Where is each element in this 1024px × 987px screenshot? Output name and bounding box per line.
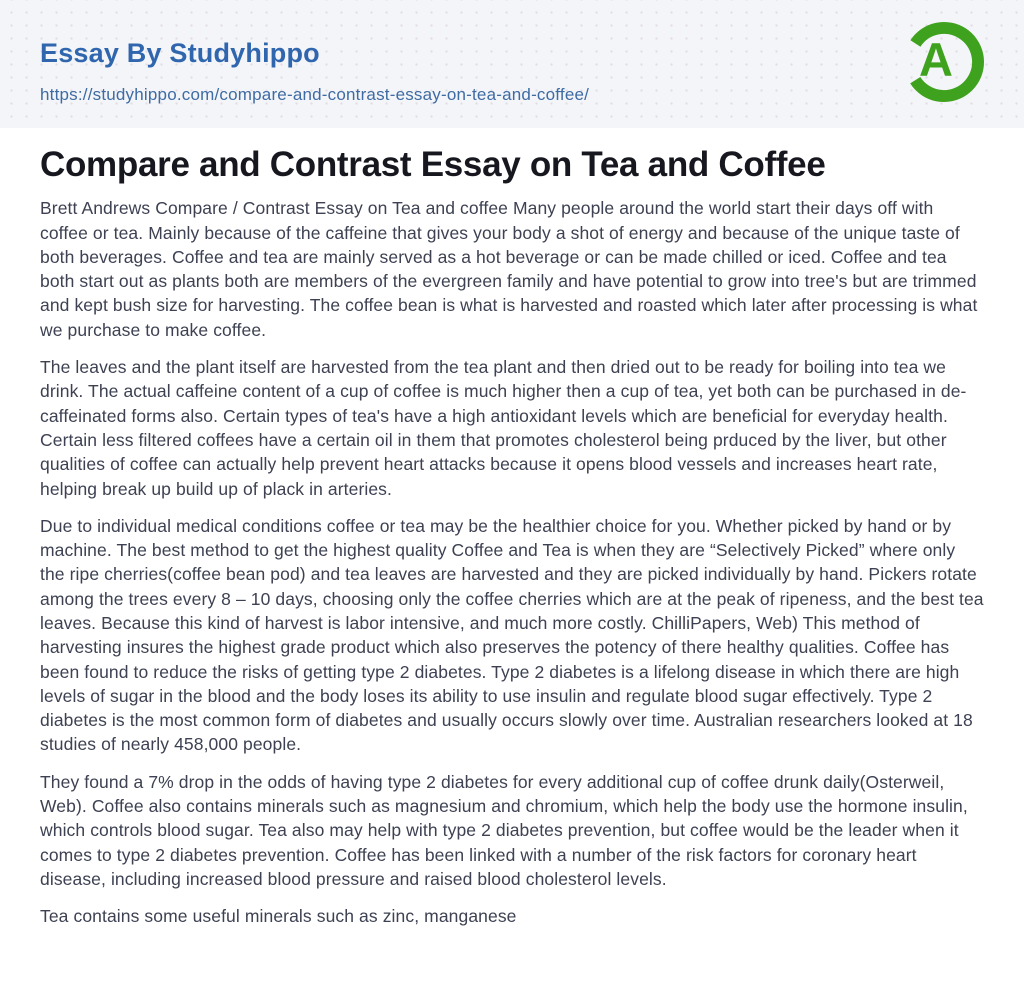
page-url-link[interactable]: https://studyhippo.com/compare-and-contrast-essay-on-tea-and-coffee/	[40, 85, 590, 104]
site-title: Essay By Studyhippo	[40, 38, 320, 68]
essay-paragraph-2: The leaves and the plant itself are harvested from the tea plant and then dried out to be ready for boiling into tea we drink. The actual caffeine content of a cup of coffee is much higher then a cup of tea, yet both can be purchased in de-caffeinated forms also. Certain types of tea's have a high antioxidant levels which are beneficial for everyday health. Certain less filtered coffees have a certain oil in them that promotes cholesterol being prduced by the liver, but other qualities of coffee can actually help prevent heart attacks because it opens blood vessels and increases heart rate, helping break up build up of plack in arteries.	[40, 357, 967, 499]
essay-paragraph-5: Tea contains some useful minerals such as zinc, manganese	[40, 906, 517, 927]
essay-paragraph-1: Brett Andrews Compare / Contrast Essay on Tea and coffee Many people around the world start their days off with coffee or tea. Mainly because of the caffeine that gives your body a shot of energy and because of the unique taste of both beverages. Coffee and tea are mainly served as a hot beverage or can be made chilled or iced. Coffee and tea both start out as plants both are members of the evergreen family and have potential to grow into tree's but are trimmed and kept bush size for harvesting. The coffee bean is what is harvested and roasted which later after processing is what we purchase to make coffee.	[40, 198, 978, 340]
essay-content	[0, 128, 1024, 929]
essay-paragraph-3: Due to individual medical conditions coffee or tea may be the healthier choice for you. Whether picked by hand or by machine. The best method to get the highest quality Coffee and Tea is when they are “Selectively Picked” where only the ripe cherries(coffee bean pod) and tea leaves are harvested and they are picked individually by hand. Pickers rotate among the trees every 8 – 10 days, choosing only the coffee cherries which are at the peak of ripeness, and the best tea leaves. Because this kind of harvest is labor intensive, and much more costly. ChilliPapers, Web) This method of harvesting insures the highest grade product which also preserves the potency of there healthy qualities. Coffee has been found to reduce the risks of getting type 2 diabetes. Type 2 diabetes is a lifelong disease in which there are high levels of sugar in the blood and the body loses its ability to use insulin and regulate blood sugar effectively. Type 2 diabetes is the most common form of diabetes and usually occurs slowly over time. Australian researchers looked at 18 studies of nearly 458,000 people.	[40, 515, 984, 755]
header-text-block	[40, 38, 589, 105]
logo-letter: A	[919, 33, 953, 86]
studyhippo-logo	[898, 16, 990, 108]
page-header	[0, 0, 1024, 128]
essay-title: Compare and Contrast Essay on Tea and Coffee	[40, 145, 826, 184]
essay-paragraph-4: They found a 7% drop in the odds of having type 2 diabetes for every additional cup of coffee drunk daily(Osterweil, Web). Coffee also contains minerals such as magnesium and chromium, which help the body use the hormone insulin, which controls blood sugar. Tea also may help with type 2 diabetes prevention, but coffee would be the leader when it comes to type 2 diabetes prevention. Coffee has been linked with a number of the risk factors for coronary heart disease, including increased blood pressure and raised blood cholesterol levels.	[40, 771, 968, 889]
